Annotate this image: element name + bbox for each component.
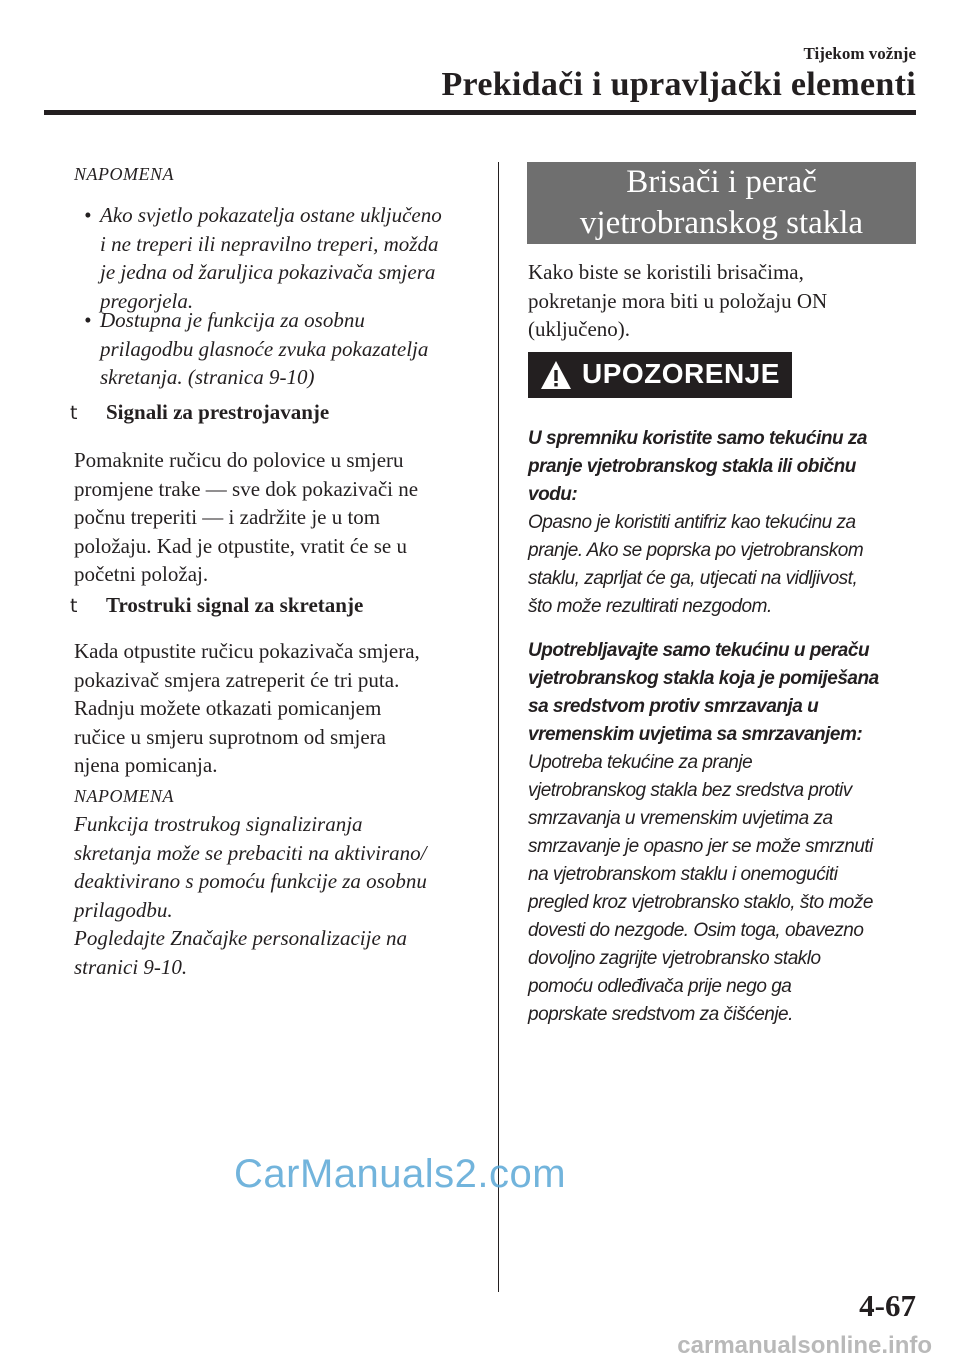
body-line: Radnju možete otkazati pomicanjem bbox=[74, 696, 382, 720]
banner-line: vjetrobranskog stakla bbox=[579, 205, 864, 241]
running-header-section: Tijekom vožnje bbox=[803, 44, 916, 63]
bullet-dot: • bbox=[84, 203, 92, 227]
warning-line: što može rezultirati nezgodom. bbox=[528, 596, 772, 617]
warning-triangle-icon bbox=[540, 360, 572, 390]
footer-site-link[interactable]: carmanualsonline.info bbox=[677, 1332, 932, 1359]
note-line: prilagodbu. bbox=[74, 897, 173, 922]
body-line: Kako biste se koristili brisačima, bbox=[528, 260, 804, 284]
page-number: 4-67 bbox=[859, 1288, 916, 1323]
warning-line: dovesti do nezgode. Osim toga, obavezno bbox=[528, 920, 864, 941]
section-marker-icon: t bbox=[70, 402, 78, 424]
warning-line: smrzavanja u vremenskim uvjetima za bbox=[528, 808, 833, 829]
body-line: pokretanje mora biti u položaju ON bbox=[528, 288, 828, 313]
section-body bbox=[74, 637, 474, 780]
body-line: Pomaknite ručicu do polovice u smjeru bbox=[74, 448, 404, 472]
body-line: (uključeno). bbox=[528, 317, 631, 341]
warning-line: smrzavanje je opasno jer se može smrznuti bbox=[528, 836, 873, 857]
warning-badge bbox=[528, 352, 792, 398]
note-line: Funkcija trostrukog signaliziranja bbox=[74, 812, 363, 836]
body-line: Kada otpustite ručicu pokazivača smjera, bbox=[74, 639, 420, 663]
page-title: Prekidači i upravljački elementi bbox=[441, 66, 916, 103]
note-bullet bbox=[78, 306, 490, 392]
note-heading: NAPOMENA bbox=[74, 164, 174, 184]
warning-line: Upotreba tekućine za pranje bbox=[528, 752, 753, 773]
section-banner bbox=[527, 162, 916, 244]
note-bullet-line: pregorjela. bbox=[100, 288, 194, 313]
warning-line: vjetrobranskog stakla bez sredstva protiv bbox=[528, 780, 852, 801]
section-title: Trostruki signal za skretanje bbox=[106, 593, 364, 617]
body-line: pokazivač smjera zatreperit će tri puta. bbox=[74, 667, 400, 692]
warning-heading-line: vremenskim uvjetima sa smrzavanjem: bbox=[528, 724, 863, 745]
note-bullet-line: skretanja. (stranica 9-10) bbox=[100, 365, 315, 389]
note-line: stranici 9-10. bbox=[74, 954, 188, 979]
section-body bbox=[74, 446, 474, 589]
note-body bbox=[74, 810, 474, 981]
body-line: njena pomicanja. bbox=[74, 753, 218, 777]
note-bullet-line: prilagodbu glasnoće zvuka pokazatelja bbox=[100, 336, 429, 361]
banner-line: Brisači i perač bbox=[626, 164, 817, 200]
warning-line: pomoću odleđivača prije nego ga bbox=[528, 976, 792, 997]
warning-line: pregled kroz vjetrobransko staklo, što može bbox=[528, 892, 873, 913]
warning-line: poprskate sredstvom za čišćenje. bbox=[528, 1004, 793, 1025]
bullet-dot: • bbox=[84, 308, 92, 332]
warning-heading-line: U spremniku koristite samo tekućinu za bbox=[528, 428, 867, 449]
header-rule bbox=[44, 110, 916, 115]
note-bullet-line: i ne treperi ili nepravilno treperi, možda bbox=[100, 231, 439, 256]
section-heading bbox=[70, 400, 329, 425]
warning-heading-line: pranje vjetrobranskog stakla ili običnu bbox=[528, 456, 856, 477]
warning-line: Opasno je koristiti antifriz kao tekućinu za bbox=[528, 512, 856, 533]
warning-heading-line: Upotrebljavajte samo tekućinu u peraču bbox=[528, 640, 870, 661]
column-divider bbox=[498, 162, 499, 1292]
warning-line: na vjetrobranskom staklu i onemogućiti bbox=[528, 864, 838, 885]
intro-text bbox=[528, 258, 918, 344]
warning-heading-line: vjetrobranskog stakla koja je pomiješana bbox=[528, 668, 879, 689]
section-heading bbox=[70, 593, 363, 618]
warning-label: UPOZORENJE bbox=[582, 358, 780, 389]
body-line: promjene trake — sve dok pokazivači ne bbox=[74, 476, 419, 501]
watermark: CarManuals2.com bbox=[234, 1152, 567, 1196]
note-line: skretanja može se prebaciti na aktivirano/ bbox=[74, 840, 427, 865]
warning-heading-line: vodu: bbox=[528, 484, 578, 505]
body-line: početni položaj. bbox=[74, 562, 209, 586]
note-bullet-line: Dostupna je funkcija za osobnu bbox=[100, 308, 365, 332]
body-line: počnu treperiti — i zadržite je u tom bbox=[74, 505, 381, 529]
note-bullet-line: je jedna od žaruljica pokazivača smjera bbox=[100, 260, 436, 284]
warning-block bbox=[528, 637, 918, 1029]
section-marker-icon: t bbox=[70, 595, 78, 617]
warning-line: dovoljno zagrijte vjetrobransko staklo bbox=[528, 948, 821, 969]
note-heading: NAPOMENA bbox=[74, 786, 174, 806]
warning-heading-line: sa sredstvom protiv smrzavanja u bbox=[528, 696, 819, 717]
note-line: deaktivirano s pomoću funkcije za osobnu bbox=[74, 869, 427, 893]
note-bullet-line: Ako svjetlo pokazatelja ostane uključeno bbox=[100, 203, 442, 227]
warning-line: staklu, zaprljat će ga, utjecati na vidljivost, bbox=[528, 568, 858, 589]
body-line: ručice u smjeru suprotnom od smjera bbox=[74, 724, 387, 749]
note-bullet bbox=[78, 201, 490, 315]
body-line: položaju. Kad je otpustite, vratit će se u bbox=[74, 533, 407, 558]
warning-line: pranje. Ako se poprska po vjetrobranskom bbox=[528, 540, 864, 561]
note-line: Pogledajte Značajke personalizacije na bbox=[74, 926, 408, 950]
warning-block bbox=[528, 425, 918, 621]
section-title: Signali za prestrojavanje bbox=[106, 400, 330, 424]
